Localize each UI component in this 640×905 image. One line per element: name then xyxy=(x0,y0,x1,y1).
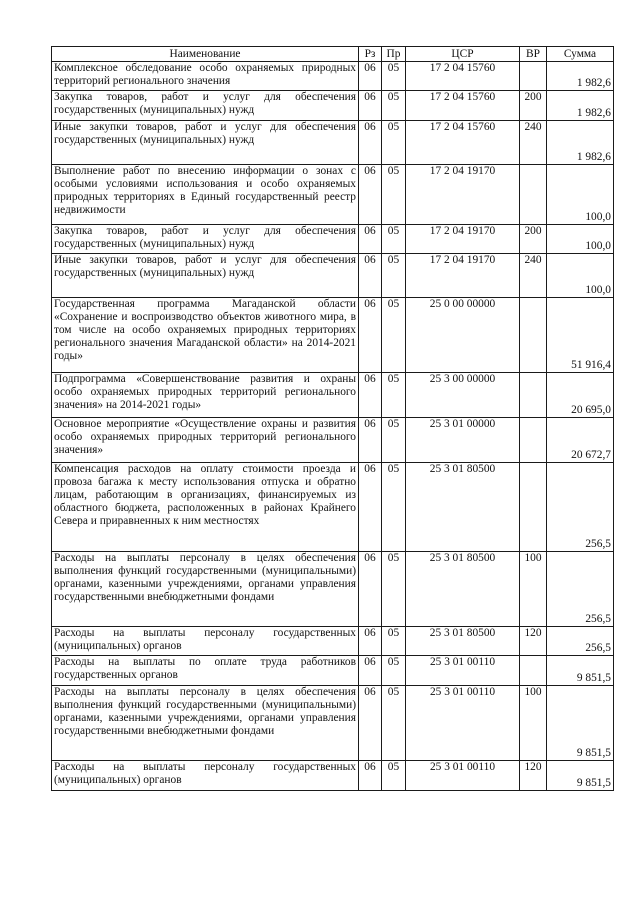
cell-rz: 06 xyxy=(359,165,382,225)
cell-pr: 05 xyxy=(382,463,406,552)
cell-vr: 240 xyxy=(520,254,547,298)
cell-name: Компенсация расходов на оплату стоимости проезда и провоза багажа к месту использования отпуска и обратно лицам, работающим в организациях, финансируемых из областного бюджета, расположенных в районах Крайнего Севера и приравненных к ним местностях xyxy=(52,463,359,552)
cell-rz: 06 xyxy=(359,373,382,418)
table-row xyxy=(52,656,614,686)
cell-csr: 25 3 01 00110 xyxy=(406,761,520,791)
cell-pr: 05 xyxy=(382,121,406,165)
cell-pr: 05 xyxy=(382,373,406,418)
cell-vr: 120 xyxy=(520,761,547,791)
header-csr: ЦСР xyxy=(406,47,520,62)
cell-sum: 9 851,5 xyxy=(547,656,614,686)
table-row xyxy=(52,91,614,121)
cell-pr: 05 xyxy=(382,165,406,225)
table-row xyxy=(52,761,614,791)
cell-name: Иные закупки товаров, работ и услуг для обеспечения государственных (муниципальных) нужд xyxy=(52,121,359,165)
cell-vr xyxy=(520,62,547,91)
cell-vr xyxy=(520,418,547,463)
cell-csr: 25 3 01 00110 xyxy=(406,656,520,686)
cell-name: Расходы на выплаты персоналу в целях обеспечения выполнения функций государственными (муниципальными) органами, казенными учреждениями, органами управления государственными внебюджетными фондами xyxy=(52,686,359,761)
table-row xyxy=(52,552,614,627)
cell-rz: 06 xyxy=(359,254,382,298)
cell-rz: 06 xyxy=(359,91,382,121)
cell-csr: 17 2 04 15760 xyxy=(406,62,520,91)
cell-vr xyxy=(520,298,547,373)
cell-sum: 100,0 xyxy=(547,165,614,225)
table-row xyxy=(52,686,614,761)
cell-pr: 05 xyxy=(382,686,406,761)
cell-rz: 06 xyxy=(359,298,382,373)
table-row xyxy=(52,463,614,552)
cell-sum: 256,5 xyxy=(547,552,614,627)
cell-sum: 256,5 xyxy=(547,463,614,552)
table-row xyxy=(52,627,614,656)
cell-sum: 1 982,6 xyxy=(547,121,614,165)
cell-name: Комплексное обследование особо охраняемых природных территорий регионального значения xyxy=(52,62,359,91)
table-row xyxy=(52,254,614,298)
table-row xyxy=(52,373,614,418)
cell-vr: 200 xyxy=(520,225,547,254)
table-row xyxy=(52,418,614,463)
cell-rz: 06 xyxy=(359,121,382,165)
cell-vr: 100 xyxy=(520,552,547,627)
cell-rz: 06 xyxy=(359,686,382,761)
cell-pr: 05 xyxy=(382,418,406,463)
cell-rz: 06 xyxy=(359,761,382,791)
cell-csr: 17 2 04 19170 xyxy=(406,225,520,254)
table-header xyxy=(52,47,614,62)
cell-sum: 9 851,5 xyxy=(547,761,614,791)
cell-name: Выполнение работ по внесению информации о зонах с особыми условиями использования и особо охраняемых природных территориях в Единый государственный реестр недвижимости xyxy=(52,165,359,225)
cell-pr: 05 xyxy=(382,656,406,686)
cell-rz: 06 xyxy=(359,62,382,91)
cell-sum: 256,5 xyxy=(547,627,614,656)
header-rz: Рз xyxy=(359,47,382,62)
cell-vr xyxy=(520,463,547,552)
cell-csr: 25 3 01 80500 xyxy=(406,552,520,627)
cell-name: Расходы на выплаты персоналу государственных (муниципальных) органов xyxy=(52,627,359,656)
cell-sum: 100,0 xyxy=(547,254,614,298)
cell-name: Расходы на выплаты персоналу государственных (муниципальных) органов xyxy=(52,761,359,791)
cell-csr: 25 3 01 00000 xyxy=(406,418,520,463)
cell-vr: 200 xyxy=(520,91,547,121)
table-row xyxy=(52,62,614,91)
cell-csr: 17 2 04 19170 xyxy=(406,254,520,298)
cell-vr: 120 xyxy=(520,627,547,656)
cell-name: Основное мероприятие «Осуществление охраны и развития особо охраняемых природных территорий регионального значения» xyxy=(52,418,359,463)
header-sum: Сумма xyxy=(547,47,614,62)
cell-vr xyxy=(520,656,547,686)
cell-rz: 06 xyxy=(359,552,382,627)
cell-rz: 06 xyxy=(359,627,382,656)
cell-name: Закупка товаров, работ и услуг для обеспечения государственных (муниципальных) нужд xyxy=(52,225,359,254)
table-body xyxy=(52,62,614,791)
cell-sum: 51 916,4 xyxy=(547,298,614,373)
cell-rz: 06 xyxy=(359,225,382,254)
cell-csr: 17 2 04 19170 xyxy=(406,165,520,225)
cell-name: Расходы на выплаты по оплате труда работников государственных органов xyxy=(52,656,359,686)
cell-vr xyxy=(520,373,547,418)
cell-sum: 20 695,0 xyxy=(547,373,614,418)
cell-pr: 05 xyxy=(382,552,406,627)
cell-pr: 05 xyxy=(382,761,406,791)
table-row xyxy=(52,165,614,225)
cell-csr: 25 3 01 80500 xyxy=(406,627,520,656)
cell-sum: 20 672,7 xyxy=(547,418,614,463)
cell-csr: 25 3 00 00000 xyxy=(406,373,520,418)
cell-name: Иные закупки товаров, работ и услуг для обеспечения государственных (муниципальных) нужд xyxy=(52,254,359,298)
budget-table xyxy=(51,46,614,791)
table-row xyxy=(52,225,614,254)
cell-pr: 05 xyxy=(382,627,406,656)
cell-pr: 05 xyxy=(382,62,406,91)
header-vr: ВР xyxy=(520,47,547,62)
cell-rz: 06 xyxy=(359,463,382,552)
cell-name: Закупка товаров, работ и услуг для обеспечения государственных (муниципальных) нужд xyxy=(52,91,359,121)
cell-pr: 05 xyxy=(382,91,406,121)
cell-sum: 9 851,5 xyxy=(547,686,614,761)
table-row xyxy=(52,121,614,165)
table-row xyxy=(52,298,614,373)
cell-vr: 240 xyxy=(520,121,547,165)
header-pr: Пр xyxy=(382,47,406,62)
cell-csr: 25 3 01 80500 xyxy=(406,463,520,552)
cell-sum: 1 982,6 xyxy=(547,91,614,121)
cell-csr: 25 3 01 00110 xyxy=(406,686,520,761)
cell-csr: 17 2 04 15760 xyxy=(406,91,520,121)
cell-name: Подпрограмма «Совершенствование развития и охраны особо охраняемых природных территорий регионального значения» на 2014-2021 годы» xyxy=(52,373,359,418)
cell-name: Расходы на выплаты персоналу в целях обеспечения выполнения функций государственными (муниципальными) органами, казенными учреждениями, органами управления государственными внебюджетными фондами xyxy=(52,552,359,627)
cell-pr: 05 xyxy=(382,254,406,298)
cell-sum: 1 982,6 xyxy=(547,62,614,91)
cell-vr xyxy=(520,165,547,225)
header-name: Наименование xyxy=(52,47,359,62)
cell-vr: 100 xyxy=(520,686,547,761)
header-row xyxy=(52,47,614,62)
cell-sum: 100,0 xyxy=(547,225,614,254)
cell-rz: 06 xyxy=(359,656,382,686)
cell-csr: 25 0 00 00000 xyxy=(406,298,520,373)
cell-csr: 17 2 04 15760 xyxy=(406,121,520,165)
cell-pr: 05 xyxy=(382,298,406,373)
cell-rz: 06 xyxy=(359,418,382,463)
cell-name: Государственная программа Магаданской области «Сохранение и воспроизводство объектов животного мира, в том числе на особо охраняемых природных территориях регионального значения Магаданской области» на 2014-2021 годы» xyxy=(52,298,359,373)
cell-pr: 05 xyxy=(382,225,406,254)
